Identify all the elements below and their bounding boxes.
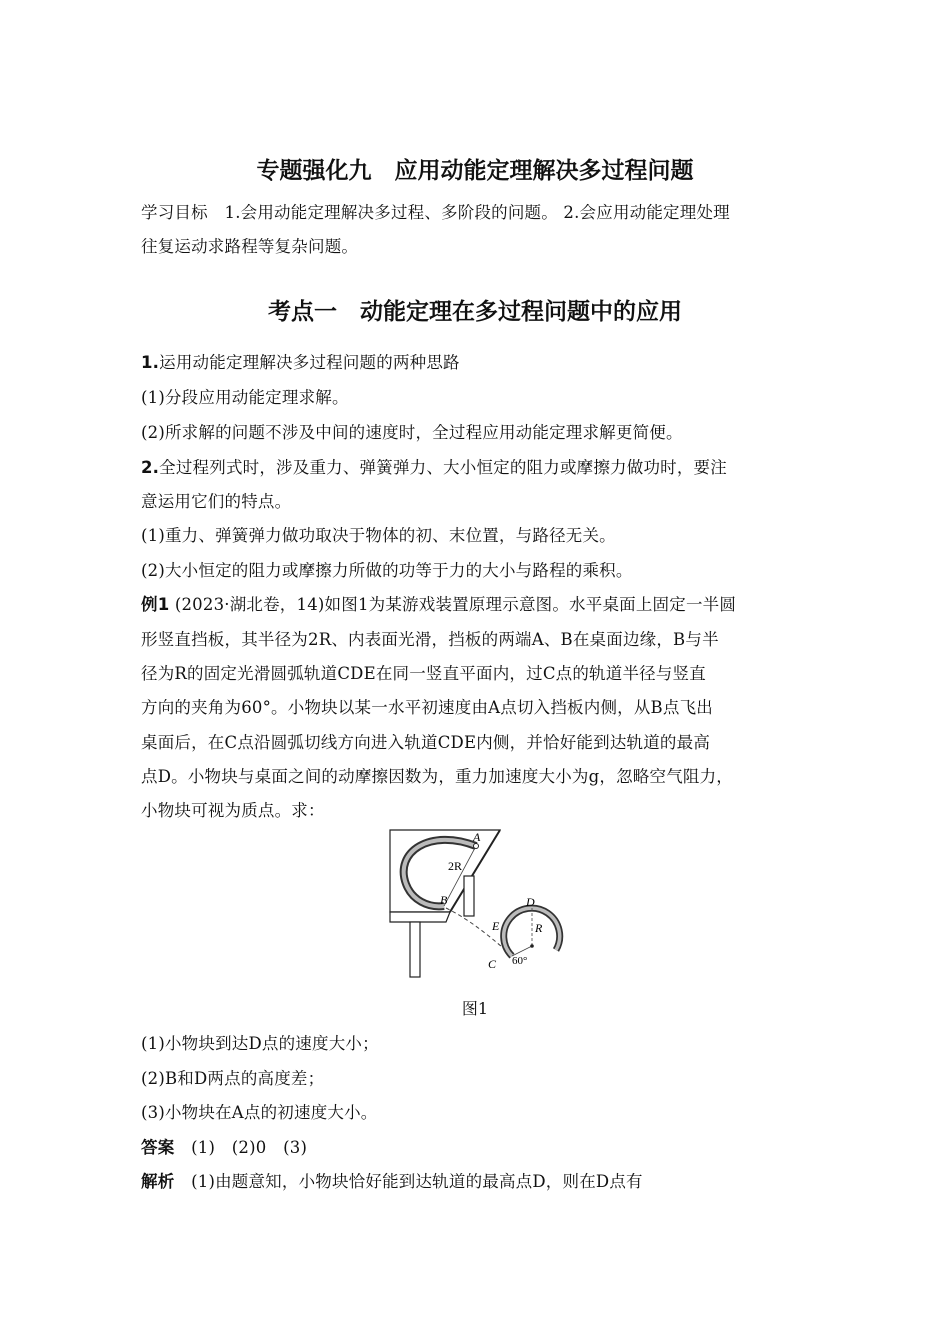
example-text-1: 如图1为某游戏装置原理示意图。水平桌面上固定一半圆 [324, 595, 737, 614]
question-1: (1)小物块到达D点的速度大小； [141, 1034, 379, 1053]
point-2-number: 2. [141, 458, 160, 477]
point-1b: (2)所求解的问题不涉及中间的速度时，全过程应用动能定理求解更简便。 [141, 423, 683, 442]
label-2r: 2R [448, 859, 463, 873]
table-leg-left [410, 922, 420, 977]
label-r: R [535, 921, 543, 935]
analysis-label: 解析 [141, 1172, 175, 1191]
example-line-2: 形竖直挡板，其半径为2R、内表面光滑，挡板的两端A、B在桌面边缘，B与半 [141, 630, 719, 649]
answer-label: 答案 [141, 1138, 175, 1157]
label-angle: 60° [512, 955, 528, 967]
question-2: (2)B和D两点的高度差； [141, 1069, 325, 1088]
point-2-text: 全过程列式时，涉及重力、弹簧弹力、大小恒定的阻力或摩擦力做功时，要注 [159, 458, 727, 477]
label-a: A [473, 830, 481, 844]
answer-line [141, 1134, 307, 1158]
objectives-text-1: 1.会用动能定理解决多过程、多阶段的问题。 2.会应用动能定理处理 [224, 203, 730, 222]
example-line-1 [141, 591, 736, 615]
example-line-6: 点D。小物块与桌面之间的动摩擦因数为，重力加速度大小为g，忽略空气阻力， [141, 767, 733, 786]
analysis-line [141, 1168, 643, 1192]
point-2-cont: 意运用它们的特点。 [141, 492, 292, 511]
objectives-label: 学习目标 [141, 203, 208, 222]
point-1a: (1)分段应用动能定理求解。 [141, 388, 349, 407]
point-1 [141, 349, 460, 373]
table-leg-right [464, 876, 474, 916]
example-source: (2023·湖北卷，14) [169, 595, 325, 614]
label-b: B [440, 893, 448, 907]
example-line-3: 径为R的固定光滑圆弧轨道CDE在同一竖直平面内，过C点的轨道半径与竖直 [141, 664, 706, 683]
example-line-4: 方向的夹角为60°。小物块以某一水平初速度由A点切入挡板内侧，从B点飞出 [141, 698, 713, 717]
analysis-text: (1)由题意知，小物块恰好能到达轨道的最高点D，则在D点有 [174, 1172, 643, 1191]
answer-text: (1) (2)0 (3) [174, 1138, 308, 1157]
label-d: D [526, 895, 535, 909]
figure-caption: 图1 [461, 999, 489, 1018]
game-apparatus-figure [380, 822, 580, 992]
point-2a: (1)重力、弹簧弹力做功取决于物体的初、末位置，与路径无关。 [141, 526, 616, 545]
track-center [530, 944, 534, 948]
example-label: 例1 [141, 595, 170, 614]
point-1-text: 运用动能定理解决多过程问题的两种思路 [159, 353, 460, 372]
table-edge [390, 912, 450, 922]
label-c: C [488, 957, 497, 971]
point-1-number: 1. [141, 353, 160, 372]
objectives-line-1 [141, 199, 730, 223]
point-2 [141, 454, 727, 478]
objectives-line-2: 往复运动求路程等复杂问题。 [141, 237, 359, 256]
point-a-dot [474, 844, 479, 849]
page-title: 专题强化九 应用动能定理解决多过程问题 [256, 158, 694, 184]
section-heading: 考点一 动能定理在多过程问题中的应用 [268, 299, 682, 325]
point-2b: (2)大小恒定的阻力或摩擦力所做的功等于力的大小与路程的乘积。 [141, 561, 633, 580]
example-line-7: 小物块可视为质点。求： [141, 801, 325, 820]
example-line-5: 桌面后，在C点沿圆弧切线方向进入轨道CDE内侧，并恰好能到达轨道的最高 [141, 733, 711, 752]
question-3: (3)小物块在A点的初速度大小。 [141, 1103, 378, 1122]
label-e: E [492, 919, 500, 933]
